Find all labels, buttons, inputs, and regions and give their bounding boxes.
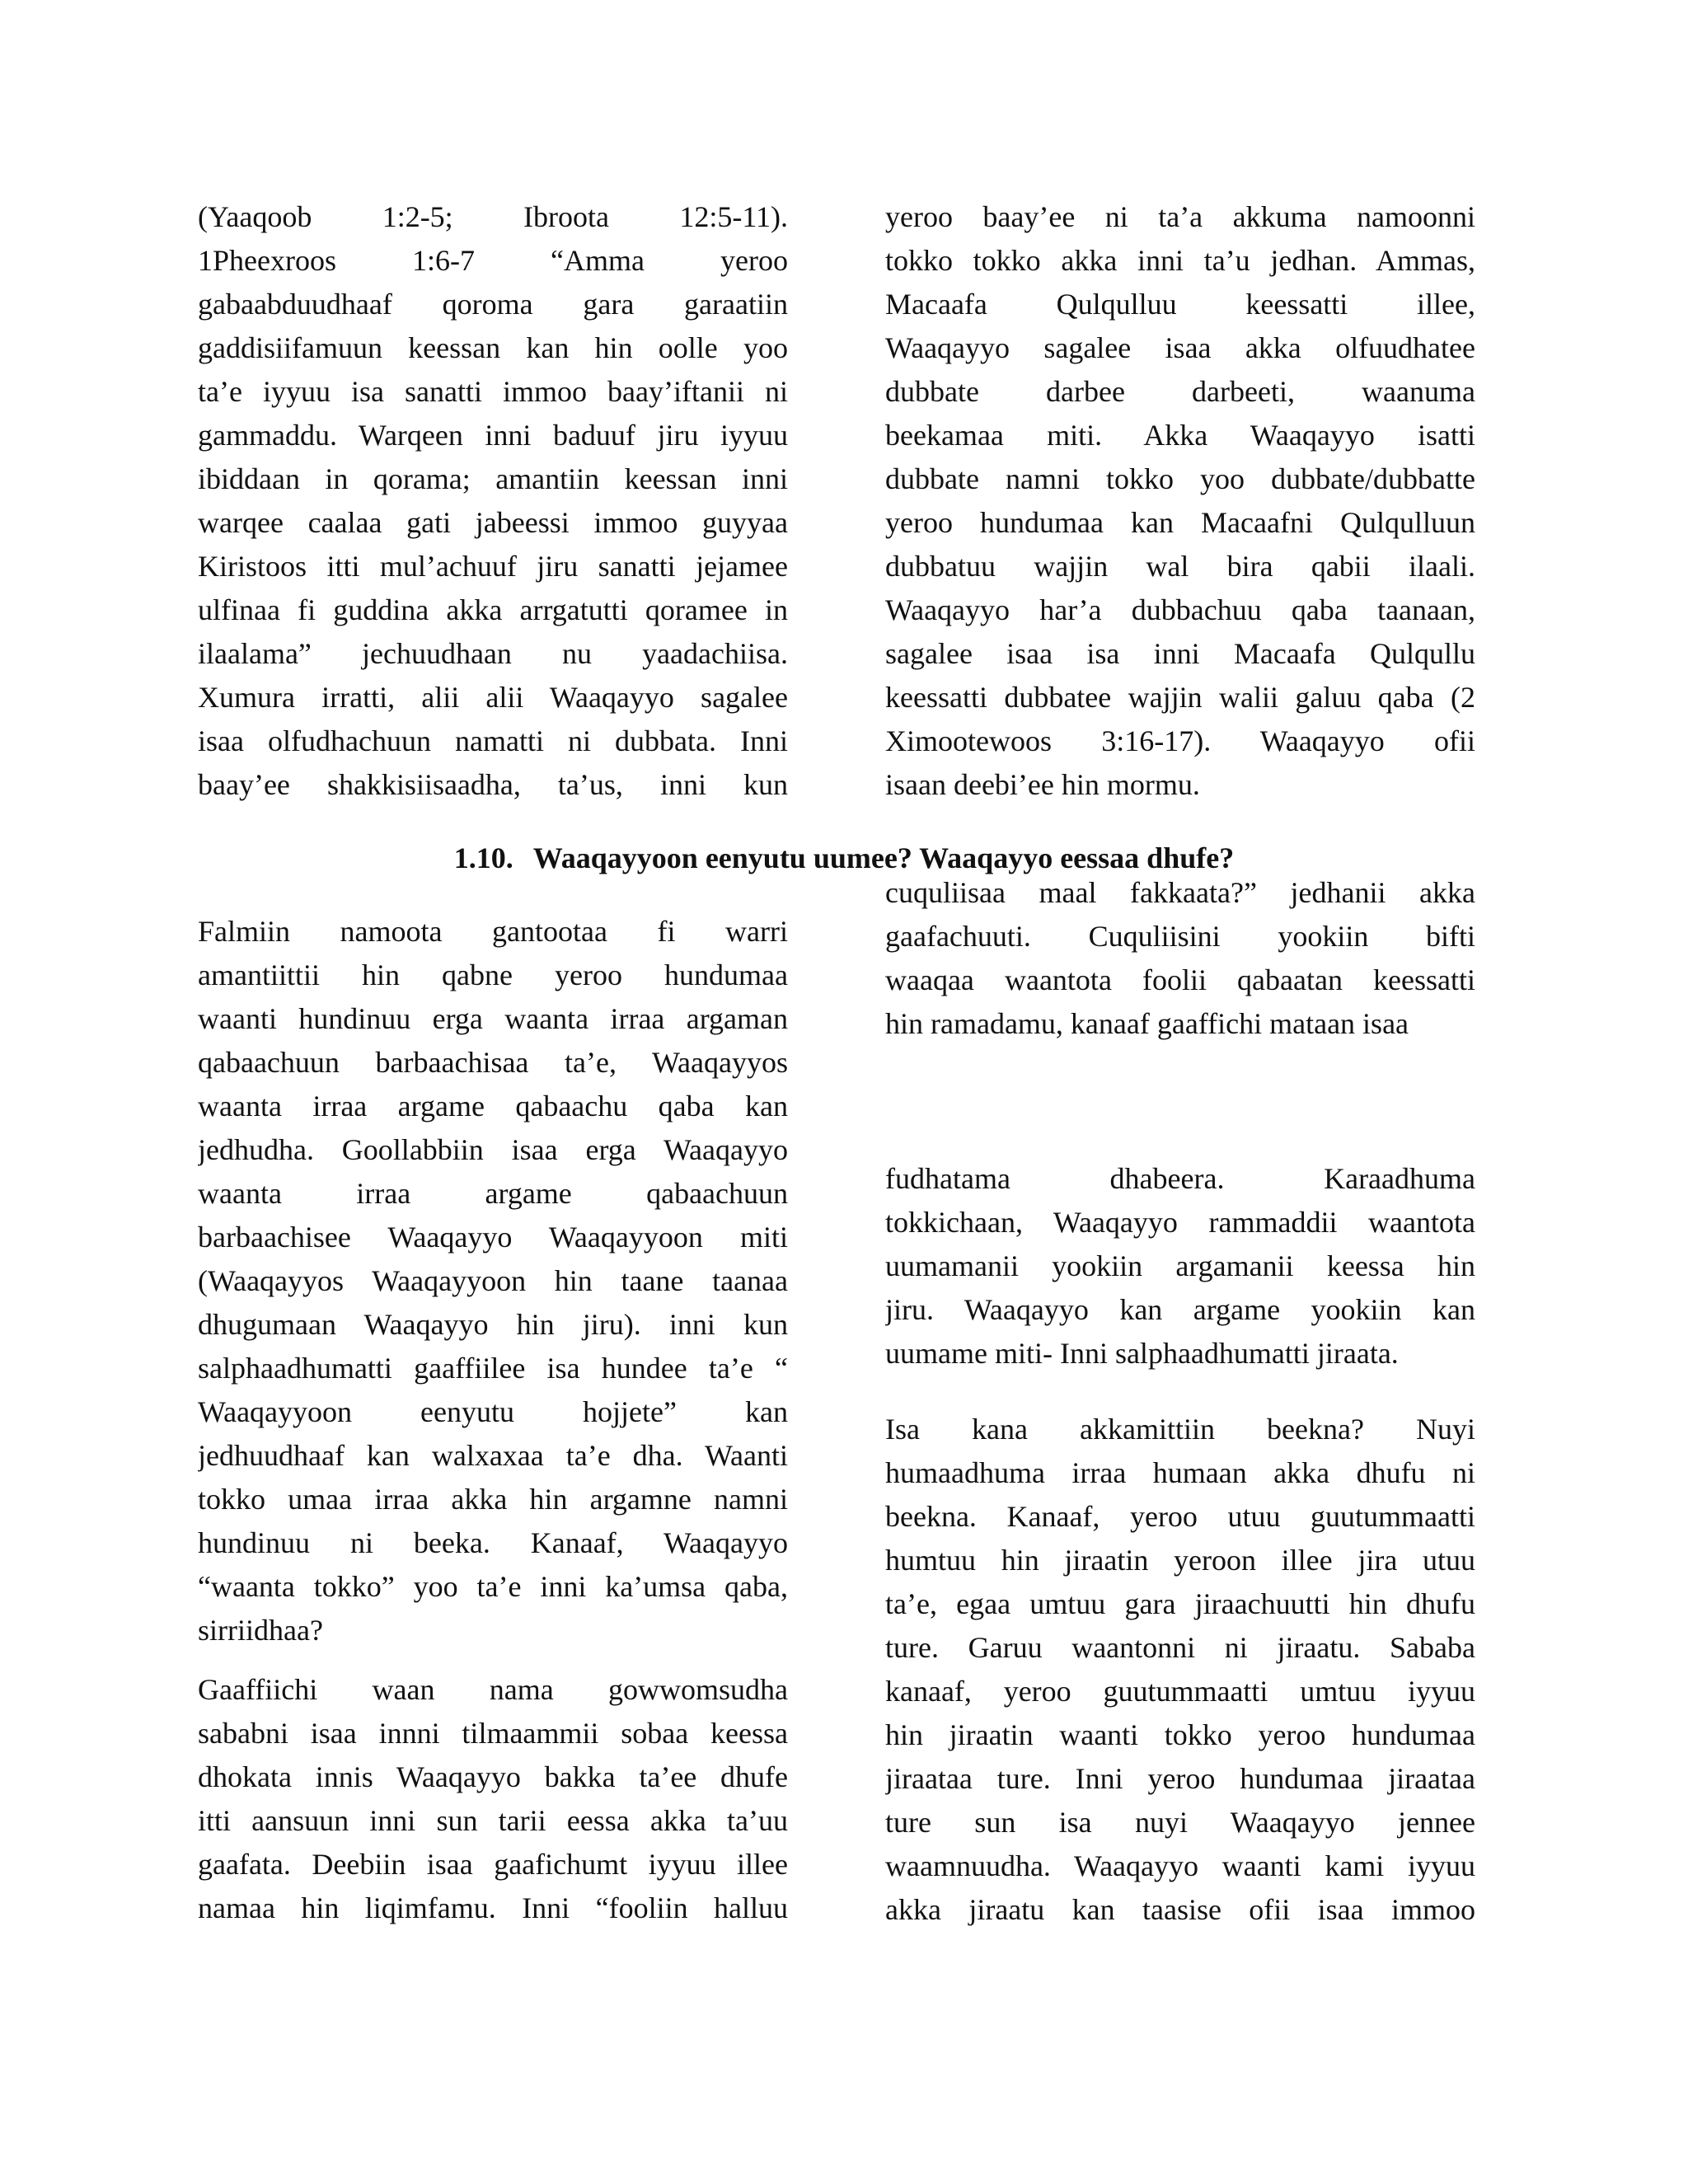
text-line: Gaaffiichi waan nama gowwomsudha	[198, 1673, 788, 1706]
right-paragraph-4	[885, 1408, 1475, 1932]
text-line: cuquliisaa maal fakkaata?” jedhanii akka	[885, 876, 1475, 909]
left-paragraph-2	[198, 910, 788, 1652]
left-paragraph-1	[198, 195, 788, 807]
text-line: dubbatuu wajjin wal bira qabii ilaali.	[885, 550, 1475, 583]
text-line: beekamaa miti. Akka Waaqayyo isatti	[885, 419, 1475, 452]
text-line: gammaddu. Warqeen inni baduuf jiru iyyuu	[198, 419, 788, 452]
text-line: waamnuudha. Waaqayyo waanti kami iyyuu	[885, 1849, 1475, 1882]
text-line: hundinuu ni beeka. Kanaaf, Waaqayyo	[198, 1526, 788, 1559]
text-line: (Yaaqoob 1:2-5; Ibroota 12:5-11).	[198, 200, 788, 233]
text-line: ibiddaan in qorama; amantiin keessan inni	[198, 462, 788, 495]
section-title: Waaqayyoon eenyutu uumee? Waaqayyo eessaa dhufe?	[532, 841, 1235, 874]
text-line: hin ramadamu, kanaaf gaaffichi mataan isaa	[885, 1007, 1409, 1040]
text-line: jiru. Waaqayyo kan argame yookiin kan	[885, 1293, 1475, 1326]
text-line: sababni isaa innni tilmaammii sobaa keessa	[198, 1717, 788, 1750]
right-paragraph-1	[885, 195, 1475, 807]
text-line: yeroo baay’ee ni ta’a akkuma namoonni	[885, 200, 1475, 233]
text-line: isaa olfudhachuun namatti ni dubbata. Inni	[198, 724, 788, 757]
text-line: “waanta tokko” yoo ta’e inni ka’umsa qaba,	[198, 1570, 788, 1603]
text-line: waanta irraa argame qabaachuun	[198, 1177, 788, 1210]
right-paragraph-3	[885, 1157, 1475, 1376]
text-line: gabaabduudhaaf qoroma gara garaatiin	[198, 288, 788, 321]
text-line: jiraataa ture. Inni yeroo hundumaa jiraataa	[885, 1762, 1475, 1795]
text-line: waaqaa waantota foolii qabaatan keessatti	[885, 963, 1475, 996]
right-paragraph-2	[885, 871, 1475, 1046]
text-line: yeroo hundumaa kan Macaafni Qulqulluun	[885, 506, 1475, 539]
text-line: baay’ee shakkisiisaadha, ta’us, inni kun	[198, 768, 788, 801]
text-line: ilaalama” jechuudhaan nu yaadachiisa.	[198, 637, 788, 670]
text-line: fudhatama dhabeera. Karaadhuma	[885, 1162, 1475, 1195]
text-line: namaa hin liqimfamu. Inni “fooliin halluu	[198, 1891, 788, 1924]
text-line: ulfinaa fi guddina akka arrgatutti qoramee in	[198, 593, 788, 626]
text-line: uumame miti- Inni salphaadhumatti jiraata.	[885, 1337, 1399, 1370]
text-line: ture sun isa nuyi Waaqayyo jennee	[885, 1806, 1475, 1839]
text-line: sagalee isaa isa inni Macaafa Qulqullu	[885, 637, 1475, 670]
text-line: salphaadhumatti gaaffiilee isa hundee ta’e “	[198, 1352, 788, 1385]
text-line: barbaachisee Waaqayyo Waaqayyoon miti	[198, 1221, 788, 1254]
text-line: tokko umaa irraa akka hin argamne namni	[198, 1483, 788, 1516]
text-line: dubbate namni tokko yoo dubbate/dubbatte	[885, 462, 1475, 495]
left-paragraph-3	[198, 1668, 788, 1930]
text-line: Waaqayyoon eenyutu hojjete” kan	[198, 1395, 788, 1428]
text-line: itti aansuun inni sun tarii eessa akka ta’uu	[198, 1804, 788, 1837]
text-line: gaafata. Deebiin isaa gaafichumt iyyuu illee	[198, 1848, 788, 1881]
text-line: keessatti dubbatee wajjin walii galuu qaba (2	[885, 681, 1475, 714]
section-number: 1.10.	[453, 841, 513, 874]
text-line: isaan deebi’ee hin mormu.	[885, 768, 1200, 801]
text-line: Kiristoos itti mul’achuuf jiru sanatti jejamee	[198, 550, 788, 583]
text-line: waanta irraa argame qabaachu qaba kan	[198, 1090, 788, 1122]
text-line: dhokata innis Waaqayyo bakka ta’ee dhufe	[198, 1760, 788, 1793]
text-line: Waaqayyo sagalee isaa akka olfuudhatee	[885, 331, 1475, 364]
text-line: ta’e, egaa umtuu gara jiraachuutti hin dhufu	[885, 1587, 1475, 1620]
text-line: tokkichaan, Waaqayyo rammaddii waantota	[885, 1206, 1475, 1239]
text-line: humaadhuma irraa humaan akka dhufu ni	[885, 1456, 1475, 1489]
text-line: sirriidhaa?	[198, 1614, 323, 1647]
text-line: Macaafa Qulqulluu keessatti illee,	[885, 288, 1475, 321]
text-line: amantiittii hin qabne yeroo hundumaa	[198, 958, 788, 991]
text-line: ta’e iyyuu isa sanatti immoo baay’iftanii ni	[198, 375, 788, 408]
text-line: Xumura irratti, alii alii Waaqayyo sagalee	[198, 681, 788, 714]
text-line: dhugumaan Waaqayyo hin jiru). inni kun	[198, 1308, 788, 1341]
text-line: Isa kana akkamittiin beekna? Nuyi	[885, 1413, 1475, 1446]
text-line: Waaqayyo har’a dubbachuu qaba taanaan,	[885, 593, 1475, 626]
text-line: akka jiraatu kan taasise ofii isaa immoo	[885, 1893, 1475, 1926]
text-line: beekna. Kanaaf, yeroo utuu guutummaatti	[885, 1500, 1475, 1533]
text-line: warqee caalaa gati jabeessi immoo guyyaa	[198, 506, 788, 539]
text-line: uumamanii yookiin argamanii keessa hin	[885, 1249, 1475, 1282]
text-line: ture. Garuu waantonni ni jiraatu. Sababa	[885, 1631, 1475, 1664]
text-line: jedhudha. Goollabbiin isaa erga Waaqayyo	[198, 1133, 788, 1166]
text-line: gaafachuuti. Cuquliisini yookiin bifti	[885, 920, 1475, 953]
text-line: jedhuudhaaf kan walxaxaa ta’e dha. Waanti	[198, 1439, 788, 1472]
text-line: 1Pheexroos 1:6-7 “Amma yeroo	[198, 244, 788, 277]
text-line: dubbate darbee darbeeti, waanuma	[885, 375, 1475, 408]
text-line: Falmiin namoota gantootaa fi warri	[198, 915, 788, 948]
text-line: hin jiraatin waanti tokko yeroo hundumaa	[885, 1718, 1475, 1751]
text-line: waanti hundinuu erga waanta irraa argaman	[198, 1002, 788, 1035]
text-line: qabaachuun barbaachisaa ta’e, Waaqayyos	[198, 1046, 788, 1079]
text-line: Ximootewoos 3:16-17). Waaqayyo ofii	[885, 724, 1475, 757]
text-line: humtuu hin jiraatin yeroon illee jira utuu	[885, 1544, 1475, 1577]
text-line: tokko tokko akka inni ta’u jedhan. Ammas,	[885, 244, 1475, 277]
text-line: gaddisiifamuun keessan kan hin oolle yoo	[198, 331, 788, 364]
text-line: (Waaqayyos Waaqayyoon hin taane taanaa	[198, 1264, 788, 1297]
text-line: kanaaf, yeroo guutummaatti umtuu iyyuu	[885, 1675, 1475, 1708]
